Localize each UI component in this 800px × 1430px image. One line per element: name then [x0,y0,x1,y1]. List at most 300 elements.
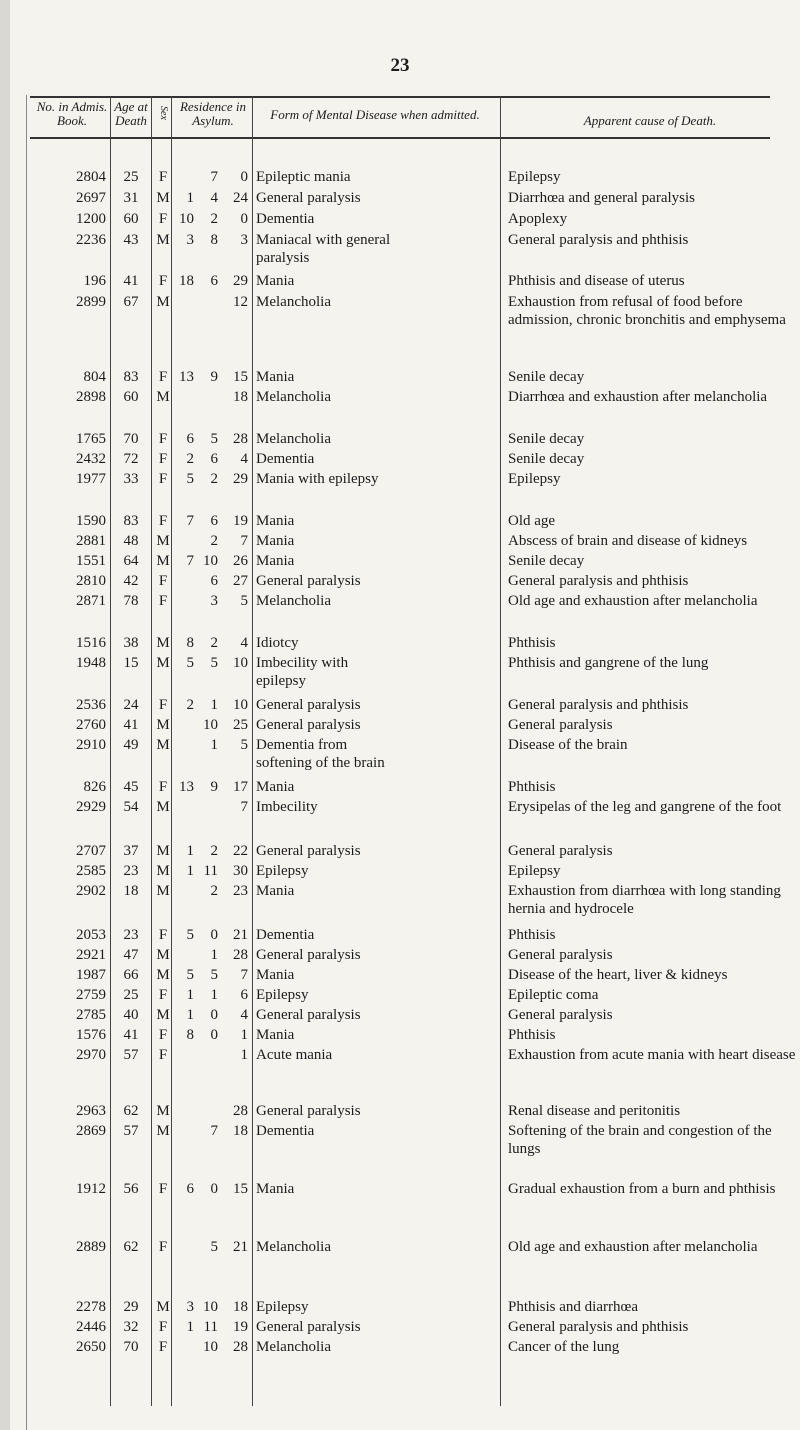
age-at-death: 64 [123,553,139,569]
residence-months: 9 [210,369,218,385]
admission-number: 1987 [76,967,106,983]
sex: M [156,533,170,549]
sex: M [156,1103,170,1119]
cause-of-death: Old age and exhaustion after melancholia [508,1239,758,1255]
admission-number: 2446 [76,1319,106,1335]
admission-number: 2536 [76,697,106,713]
admission-number: 2707 [76,843,106,859]
age-at-death: 48 [123,533,139,549]
residence-days: 18 [233,1299,248,1315]
residence-months: 10 [203,1299,218,1315]
page-number: 23 [390,55,410,76]
age-at-death: 24 [123,697,139,713]
residence-days: 22 [233,843,248,859]
admission-number: 2804 [76,169,106,185]
sex: F [158,697,168,713]
admission-number: 2760 [76,717,106,733]
residence-days: 0 [240,211,248,227]
cause-of-death: Softening of the brain and congestion of the lungs [508,1123,772,1157]
form-of-disease: Mania [256,533,295,549]
residence-days: 3 [240,232,248,248]
age-at-death: 54 [123,799,139,815]
residence-months: 4 [210,190,218,206]
residence-days: 5 [240,593,248,609]
age-at-death: 70 [123,1339,139,1355]
form-of-disease: Epilepsy [256,1299,309,1315]
residence-years: 1 [186,987,194,1003]
form-of-disease: General paralysis [256,190,361,206]
header-sex: Sex [158,106,169,120]
form-of-disease: Epilepsy [256,987,309,1003]
residence-days: 27 [233,573,248,589]
form-of-disease: Acute mania [256,1047,333,1063]
cause-of-death: Diarrhœa and general paralysis [508,190,696,206]
form-of-disease: Dementia from softening of the brain [256,737,385,771]
form-of-disease: Maniacal with general paralysis [256,232,391,266]
age-at-death: 57 [123,1047,139,1063]
admission-number: 2236 [76,232,106,248]
cause-of-death: General paralysis and phthisis [508,573,689,589]
cause-of-death: Phthisis and diarrhœa [508,1299,638,1315]
sex: M [156,1007,170,1023]
cause-of-death: General paralysis [508,717,613,733]
sex: F [158,1339,168,1355]
residence-months: 3 [210,593,218,609]
cause-of-death: Senile decay [508,369,585,385]
residence-years: 3 [186,232,194,248]
sex: F [158,273,168,289]
residence-years: 13 [179,779,194,795]
cause-of-death: General paralysis and phthisis [508,232,689,248]
cause-of-death: Epileptic coma [508,987,599,1003]
residence-months: 6 [210,451,218,467]
admission-number: 1551 [76,553,106,569]
admission-number: 2899 [76,294,106,310]
column-divider [151,96,152,1406]
admission-number: 2898 [76,389,106,405]
residence-days: 7 [240,799,248,815]
residence-days: 28 [233,431,248,447]
residence-months: 10 [203,1339,218,1355]
residence-years: 5 [186,655,194,671]
sex: M [156,799,170,815]
residence-years: 1 [186,863,194,879]
residence-years: 18 [179,273,194,289]
age-at-death: 62 [123,1103,139,1119]
form-of-disease: Melancholia [256,294,331,310]
form-of-disease: Imbecility [256,799,318,815]
cause-of-death: Senile decay [508,431,585,447]
age-at-death: 70 [123,431,139,447]
admission-number: 2650 [76,1339,106,1355]
residence-years: 2 [186,451,194,467]
admission-number: 1516 [76,635,106,651]
form-of-disease: Melancholia [256,1339,331,1355]
age-at-death: 57 [123,1123,139,1139]
admission-number: 2053 [76,927,106,943]
header-age: Age at Death [114,99,148,128]
admission-number: 2963 [76,1103,106,1119]
sex: M [156,553,170,569]
age-at-death: 15 [123,655,139,671]
sex: M [156,967,170,983]
residence-days: 1 [240,1047,248,1063]
cause-of-death: General paralysis and phthisis [508,1319,689,1335]
age-at-death: 25 [123,987,139,1003]
residence-months: 2 [210,883,218,899]
age-at-death: 41 [123,273,139,289]
header-residence: Residence in Asylum. [179,99,247,128]
residence-months: 2 [210,635,218,651]
sex: M [156,635,170,651]
residence-months: 2 [210,211,218,227]
residence-days: 19 [233,1319,248,1335]
age-at-death: 38 [123,635,139,651]
cause-of-death: Epilepsy [508,471,561,487]
sex: M [156,294,170,310]
residence-years: 13 [179,369,194,385]
residence-days: 18 [233,1123,248,1139]
form-of-disease: Imbecility with epilepsy [256,655,349,689]
admission-number: 1200 [76,211,106,227]
sex: F [158,987,168,1003]
age-at-death: 60 [123,211,139,227]
sex: M [156,883,170,899]
residence-years: 5 [186,471,194,487]
form-of-disease: Melancholia [256,1239,331,1255]
residence-years: 8 [186,635,194,651]
residence-months: 1 [210,987,218,1003]
residence-years: 6 [186,431,194,447]
residence-months: 0 [210,1007,218,1023]
sex: M [156,232,170,248]
residence-days: 0 [240,169,248,185]
admission-number: 2759 [76,987,106,1003]
admission-number: 2432 [76,451,106,467]
form-of-disease: Idiotcy [256,635,299,651]
residence-months: 6 [210,513,218,529]
age-at-death: 40 [123,1007,139,1023]
residence-days: 29 [233,471,248,487]
age-at-death: 37 [123,843,139,859]
residence-years: 10 [179,211,194,227]
cause-of-death: Diarrhœa and exhaustion after melancholia [508,389,768,405]
age-at-death: 23 [123,927,139,943]
form-of-disease: Mania [256,967,295,983]
header-cause: Apparent cause of Death. [583,113,717,128]
residence-months: 5 [210,1239,218,1255]
residence-days: 28 [233,947,248,963]
form-of-disease: Dementia [256,211,315,227]
age-at-death: 78 [123,593,139,609]
residence-months: 5 [210,431,218,447]
cause-of-death: Apoplexy [508,211,568,227]
cause-of-death: General paralysis [508,843,613,859]
residence-days: 23 [233,883,248,899]
cause-of-death: General paralysis [508,947,613,963]
age-at-death: 32 [123,1319,139,1335]
residence-months: 10 [203,553,218,569]
residence-days: 4 [240,451,248,467]
cause-of-death: Phthisis and gangrene of the lung [508,655,709,671]
residence-months: 7 [210,169,218,185]
residence-days: 10 [233,697,248,713]
residence-days: 4 [240,1007,248,1023]
admission-number: 2902 [76,883,106,899]
column-divider [110,96,111,1406]
residence-months: 2 [210,533,218,549]
form-of-disease: General paralysis [256,573,361,589]
residence-years: 1 [186,1007,194,1023]
admission-number: 2697 [76,190,106,206]
age-at-death: 49 [123,737,139,753]
form-of-disease: Mania [256,369,295,385]
age-at-death: 43 [123,232,139,248]
residence-years: 1 [186,843,194,859]
sex: M [156,389,170,405]
sex: F [158,573,168,589]
age-at-death: 67 [123,294,139,310]
residence-months: 0 [210,1027,218,1043]
residence-days: 12 [233,294,248,310]
residence-years: 7 [186,513,194,529]
residence-months: 6 [210,273,218,289]
admission-number: 2869 [76,1123,106,1139]
residence-months: 7 [210,1123,218,1139]
form-of-disease: Mania [256,553,295,569]
form-of-disease: General paralysis [256,717,361,733]
form-of-disease: Mania [256,883,295,899]
form-of-disease: Epilepsy [256,863,309,879]
sex: M [156,190,170,206]
residence-days: 7 [240,967,248,983]
form-of-disease: General paralysis [256,1103,361,1119]
residence-days: 21 [233,1239,248,1255]
cause-of-death: Disease of the brain [508,737,628,753]
admission-number: 2810 [76,573,106,589]
residence-years: 5 [186,927,194,943]
sex: M [156,655,170,671]
residence-years: 1 [186,1319,194,1335]
cause-of-death: General paralysis [508,1007,613,1023]
age-at-death: 66 [123,967,139,983]
sex: F [158,211,168,227]
residence-days: 30 [233,863,248,879]
admission-number: 804 [83,369,106,385]
sex: F [158,1181,168,1197]
form-of-disease: General paralysis [256,947,361,963]
form-of-disease: General paralysis [256,697,361,713]
cause-of-death: Exhaustion from diarrhœa with long standing hernia and hydrocele [508,883,781,917]
age-at-death: 45 [123,779,139,795]
admission-number: 2871 [76,593,106,609]
residence-months: 10 [203,717,218,733]
cause-of-death: Senile decay [508,451,585,467]
residence-months: 2 [210,471,218,487]
form-of-disease: Mania [256,1027,295,1043]
cause-of-death: Senile decay [508,553,585,569]
residence-years: 5 [186,967,194,983]
residence-months: 9 [210,779,218,795]
residence-years: 3 [186,1299,194,1315]
header-admission-no: No. in Admis. Book. [36,99,108,128]
header-form: Form of Mental Disease when admitted. [270,107,480,122]
residence-days: 29 [233,273,248,289]
admission-number: 196 [83,273,106,289]
cause-of-death: Old age and exhaustion after melancholia [508,593,758,609]
residence-days: 4 [240,635,248,651]
residence-months: 5 [210,655,218,671]
age-at-death: 41 [123,717,139,733]
admission-number: 1576 [76,1027,106,1043]
age-at-death: 29 [123,1299,139,1315]
residence-days: 1 [240,1027,248,1043]
age-at-death: 72 [123,451,139,467]
age-at-death: 83 [123,513,139,529]
form-of-disease: General paralysis [256,1007,361,1023]
admission-number: 1977 [76,471,106,487]
residence-months: 11 [203,863,218,879]
age-at-death: 47 [123,947,139,963]
residence-days: 28 [233,1103,248,1119]
column-divider [500,96,501,1406]
form-of-disease: Melancholia [256,593,331,609]
residence-years: 6 [186,1181,194,1197]
form-of-disease: Mania [256,1181,295,1197]
sex: F [158,471,168,487]
form-of-disease: Mania [256,273,295,289]
cause-of-death: Phthisis [508,1027,556,1043]
residence-days: 26 [233,553,248,569]
cause-of-death: Epilepsy [508,863,561,879]
residence-months: 1 [210,737,218,753]
sex: M [156,1299,170,1315]
form-of-disease: Melancholia [256,431,331,447]
age-at-death: 62 [123,1239,139,1255]
cause-of-death: General paralysis and phthisis [508,697,689,713]
sex: F [158,1319,168,1335]
age-at-death: 23 [123,863,139,879]
age-at-death: 60 [123,389,139,405]
sex: M [156,843,170,859]
cause-of-death: Erysipelas of the leg and gangrene of the foot [508,799,782,815]
cause-of-death: Phthisis and disease of uterus [508,273,685,289]
residence-days: 18 [233,389,248,405]
admission-number: 2889 [76,1239,106,1255]
residence-days: 15 [233,369,248,385]
residence-days: 21 [233,927,248,943]
admission-number: 2785 [76,1007,106,1023]
cause-of-death: Phthisis [508,779,556,795]
cause-of-death: Exhaustion from acute mania with heart disease [508,1047,796,1063]
header-rule [30,137,770,139]
residence-days: 6 [240,987,248,1003]
cause-of-death: Phthisis [508,635,556,651]
residence-months: 2 [210,843,218,859]
admission-number: 1912 [76,1181,106,1197]
sex: F [158,451,168,467]
residence-days: 7 [240,533,248,549]
admission-number: 2881 [76,533,106,549]
residence-days: 28 [233,1339,248,1355]
form-of-disease: Dementia [256,1123,315,1139]
residence-days: 15 [233,1181,248,1197]
form-of-disease: Dementia [256,451,315,467]
sex: F [158,1027,168,1043]
form-of-disease: Mania [256,513,295,529]
residence-days: 10 [233,655,248,671]
form-of-disease: General paralysis [256,1319,361,1335]
cause-of-death: Abscess of brain and disease of kidneys [508,533,748,549]
cause-of-death: Renal disease and peritonitis [508,1103,681,1119]
age-at-death: 83 [123,369,139,385]
sex: F [158,1047,168,1063]
admission-number: 1765 [76,431,106,447]
sex: F [158,927,168,943]
sex: F [158,431,168,447]
age-at-death: 31 [123,190,139,206]
residence-days: 25 [233,717,248,733]
residence-months: 6 [210,573,218,589]
admission-number: 2929 [76,799,106,815]
sex: F [158,513,168,529]
cause-of-death: Epilepsy [508,169,561,185]
residence-years: 1 [186,190,194,206]
sex: M [156,947,170,963]
sex: F [158,169,168,185]
admission-number: 2970 [76,1047,106,1063]
sex: M [156,737,170,753]
residence-days: 17 [233,779,248,795]
sex: M [156,717,170,733]
sex: M [156,863,170,879]
top-rule [30,96,770,98]
admission-number: 1590 [76,513,106,529]
residence-years: 7 [186,553,194,569]
form-of-disease: Dementia [256,927,315,943]
age-at-death: 33 [123,471,139,487]
residence-months: 5 [210,967,218,983]
cause-of-death: Old age [508,513,556,529]
sex: F [158,1239,168,1255]
residence-years: 2 [186,697,194,713]
binding-line [26,95,27,1430]
age-at-death: 42 [123,573,139,589]
sex: F [158,369,168,385]
admission-number: 2921 [76,947,106,963]
residence-months: 1 [210,947,218,963]
residence-months: 8 [210,232,218,248]
sex: F [158,593,168,609]
residence-months: 11 [203,1319,218,1335]
cause-of-death: Cancer of the lung [508,1339,620,1355]
residence-months: 0 [210,1181,218,1197]
sex: F [158,779,168,795]
admission-number: 2585 [76,863,106,879]
residence-months: 0 [210,927,218,943]
admission-number: 2910 [76,737,106,753]
admission-number: 826 [83,779,106,795]
form-of-disease: Epileptic mania [256,169,351,185]
page-left-edge [0,0,10,1430]
cause-of-death: Gradual exhaustion from a burn and phthisis [508,1181,776,1197]
cause-of-death: Exhaustion from refusal of food before admission, chronic bronchitis and emphysema [508,294,786,328]
residence-years: 8 [186,1027,194,1043]
age-at-death: 41 [123,1027,139,1043]
residence-days: 24 [233,190,248,206]
form-of-disease: General paralysis [256,843,361,859]
age-at-death: 25 [123,169,139,185]
